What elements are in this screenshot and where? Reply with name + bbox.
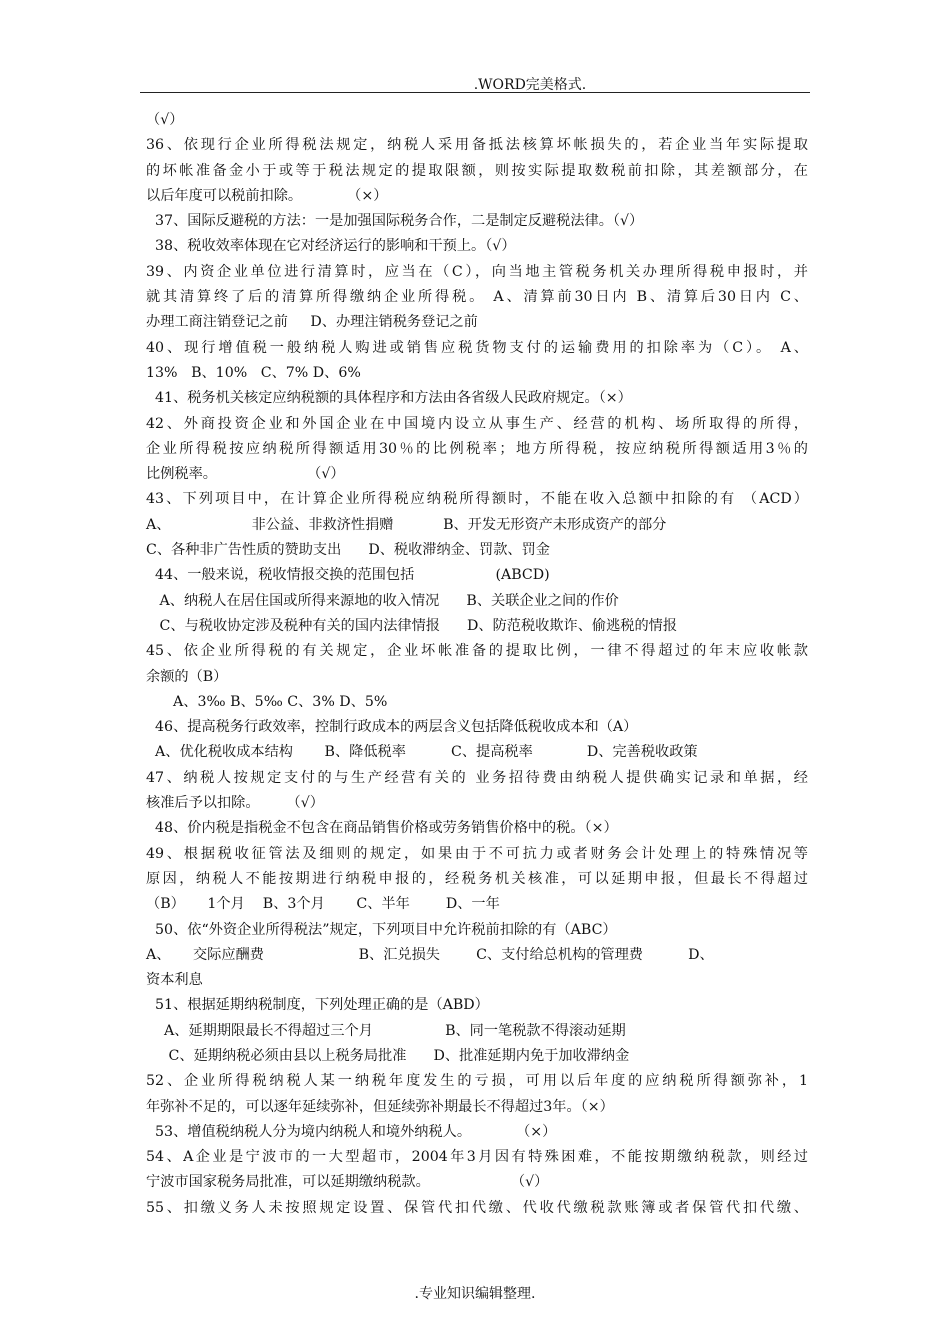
text-line: A、纳税人在居住国或所得来源地的收入情况 B、关联企业之间的作价 <box>146 592 619 609</box>
text-line: 46、提高税务行政效率，控制行政成本的两层含义包括降低税收成本和（A） <box>146 719 638 736</box>
text-line: 47、纳税人按规定支付的与生产经营有关的 业务招待费由纳税人提供确实记录和单据，经 <box>146 769 808 786</box>
text-line: 45、依企业所得税的有关规定，企业坏帐准备的提取比例，一律不得超过的年末应收帐款 <box>146 643 808 660</box>
text-line: 36、依现行企业所得税法规定，纳税人采用备抵法核算坏帐损失的，若企业当年实际提取 <box>146 137 808 154</box>
document-body <box>146 108 808 1221</box>
text-line: 办理工商注销登记之前 D、办理注销税务登记之前 <box>146 314 478 331</box>
text-line: 51、根据延期纳税制度，下列处理正确的是（ABD） <box>146 997 489 1014</box>
text-line: 40、现行增值税一般纳税人购进或销售应税货物支付的运输费用的扣除率为（C）。 A、 <box>146 339 808 356</box>
text-line: 55、扣缴义务人未按照规定设置、保管代扣代缴、代收代缴税款账簿或者保管代扣代缴、 <box>146 1199 808 1216</box>
text-line: 比例税率。 （√） <box>146 466 345 483</box>
text-line: 53、增值税纳税人分为境内纳税人和境外纳税人。 （×） <box>146 1123 557 1140</box>
text-line: 38、税收效率体现在它对经济运行的影响和干预上。（√） <box>146 238 516 255</box>
text-line: 宁波市国家税务局批准，可以延期缴纳税款。 （√） <box>146 1174 549 1191</box>
text-line: 39、内资企业单位进行清算时，应当在（C），向当地主管税务机关办理所得税申报时，并 <box>146 263 808 280</box>
text-line: 以后年度可以税前扣除。 （×） <box>146 187 388 204</box>
text-line: 37、国际反避税的方法：一是加强国际税务合作，二是制定反避税法律。（√） <box>146 213 644 230</box>
text-line: A、优化税收成本结构 B、降低税率 C、提高税率 D、完善税收政策 <box>146 744 698 761</box>
page-footer: .专业知识编辑整理. <box>414 1286 536 1302</box>
text-line: 50、依“外资企业所得税法”规定，下列项目中允许税前扣除的有（ABC） <box>146 921 617 938</box>
text-line: 资本利息 <box>146 972 203 989</box>
text-line: C、延期纳税必须由县以上税务局批准 D、批准延期内免于加收滞纳金 <box>146 1047 630 1064</box>
text-line: 就其清算终了后的清算所得缴纳企业所得税。 A、清算前30日内 B、清算后30日内 C、 <box>146 289 808 306</box>
text-line: 49、根据税收征管法及细则的规定，如果由于不可抗力或者财务会计处理上的特殊情况等 <box>146 845 808 862</box>
text-line: 年弥补不足的，可以逐年延续弥补，但延续弥补期最长不得超过3年。（×） <box>146 1098 614 1115</box>
text-line: 54、A企业是宁波市的一大型超市，2004年3月因有特殊困难，不能按期缴纳税款，则经过 <box>146 1149 808 1166</box>
text-line: A、 交际应酬费 B、汇兑损失 C、支付给总机构的管理费 D、 <box>146 946 714 963</box>
text-line: A、3‰ B、5‰ C、3% D、5% <box>146 693 388 710</box>
text-line: 44、一般来说，税收情报交换的范围包括 (ABCD) <box>146 567 550 584</box>
text-line: （B） 1个月 B、3个月 C、半年 D、一年 <box>146 896 500 913</box>
text-line: （√） <box>146 112 184 128</box>
text-line: 42、外商投资企业和外国企业在中国境内设立从事生产、经营的机构、场所取得的所得， <box>146 415 808 432</box>
text-line: 43、下列项目中，在计算企业所得税应纳税所得额时，不能在收入总额中扣除的有 （ACD） <box>146 491 808 508</box>
text-line: C、与税收协定涉及税种有关的国内法律情报 D、防范税收欺诈、偷逃税的情报 <box>146 617 678 634</box>
page-header: .WORD完美格式. <box>473 77 587 93</box>
text-line: 48、价内税是指税金不包含在商品销售价格或劳务销售价格中的税。（×） <box>146 820 618 837</box>
text-line: C、各种非广告性质的赞助支出 D、税收滞纳金、罚款、罚金 <box>146 542 550 559</box>
text-line: 核准后予以扣除。 （√） <box>146 795 324 812</box>
text-line: A、 非公益、非救济性捐赠 B、开发无形资产未形成资产的部分 <box>146 516 667 533</box>
text-line: 余额的（B） <box>146 668 228 685</box>
text-line: 企业所得税按应纳税所得额适用30％的比例税率；地方所得税，按应纳税所得额适用3％的 <box>146 440 808 457</box>
text-line: 13% B、10% C、7% D、6% <box>146 364 361 381</box>
text-line: 52、企业所得税纳税人某一纳税年度发生的亏损，可用以后年度的应纳税所得额弥补，1 <box>146 1073 808 1090</box>
text-line: 41、税务机关核定应纳税额的具体程序和方法由各省级人民政府规定。（×） <box>146 390 632 407</box>
text-line: 原因，纳税人不能按期进行纳税申报的，经税务机关核准，可以延期申报，但最长不得超过 <box>146 870 808 887</box>
text-line: A、延期期限最长不得超过三个月 B、同一笔税款不得滚动延期 <box>146 1022 626 1039</box>
text-line: 的坏帐准备金小于或等于税法规定的提取限额，则按实际提取数税前扣除，其差额部分，在 <box>146 162 808 179</box>
header-divider <box>140 92 810 93</box>
